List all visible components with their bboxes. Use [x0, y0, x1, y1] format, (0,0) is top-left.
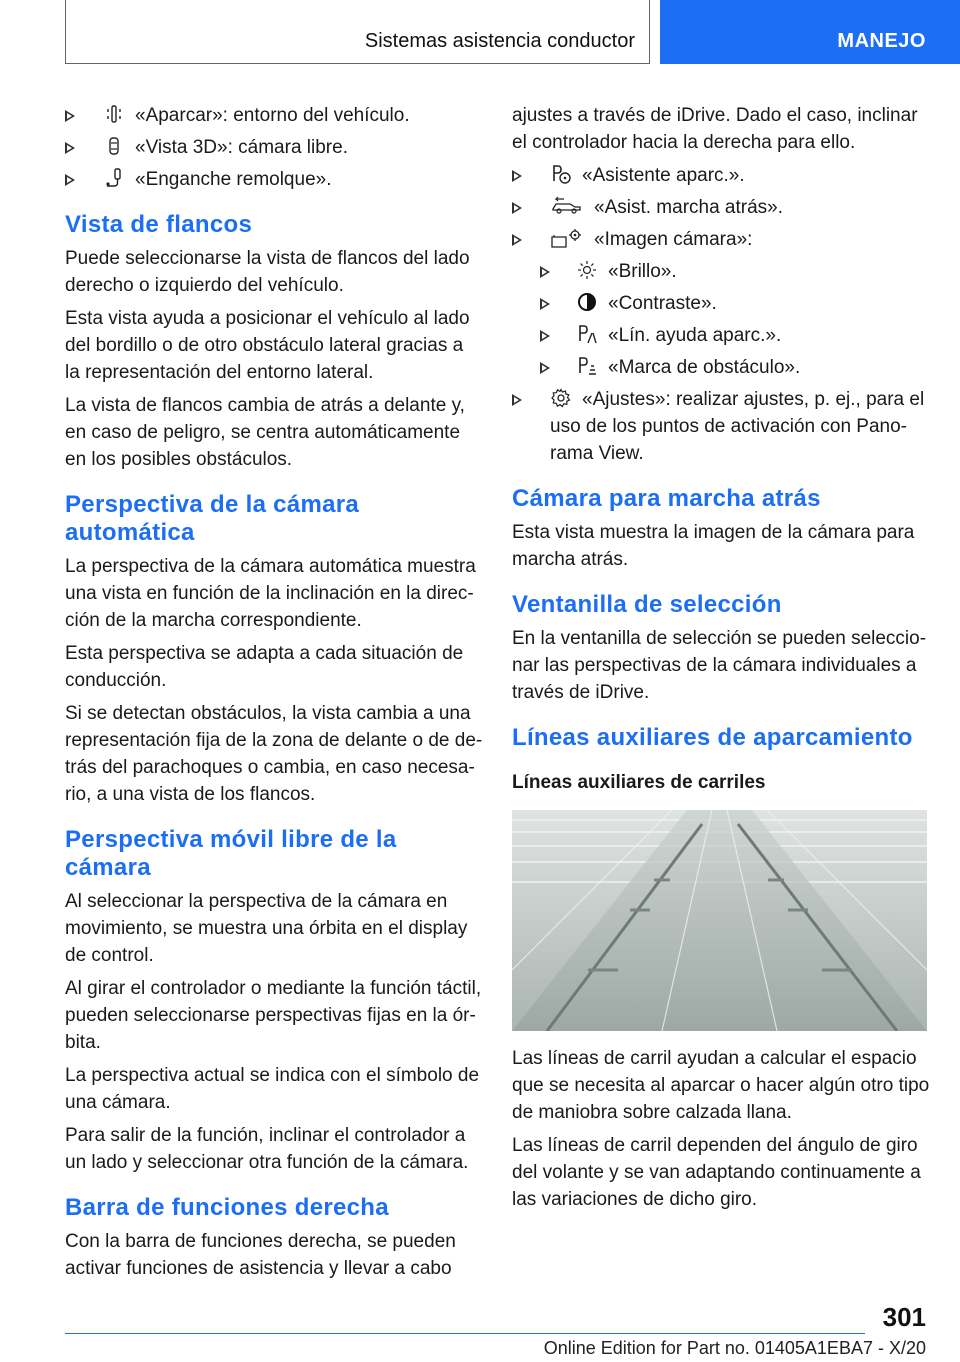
- paragraph: ajustes a través de iDrive. Dado el caso, inclinar el controlador hacia la derecha para ello.: [512, 105, 918, 153]
- list-item: [512, 386, 932, 467]
- parking-assistant-icon: [550, 163, 572, 185]
- settings-gear-icon: [550, 387, 572, 409]
- bullet-triangle-icon: [540, 298, 550, 310]
- list-item: [512, 258, 932, 285]
- trailer-hitch-icon: [103, 167, 125, 189]
- paragraph: Al girar el controlador o mediante la función táctil, pueden seleccionarse perspectivas fijas en la ór-bita.: [65, 978, 482, 1053]
- list-item: [512, 194, 932, 221]
- list-item-text: «Brillo».: [608, 261, 677, 282]
- list-item-text: «Ajustes»: realizar ajustes, p. ej., para el uso de los puntos de activación con Pano-rama View.: [550, 389, 925, 464]
- bullet-triangle-icon: [540, 266, 550, 278]
- list-item: [65, 166, 483, 193]
- paragraph: Esta vista ayuda a posicionar el vehículo al lado del bordillo o de otro obstáculo lateral gracias a la representación del entorno lateral.: [65, 308, 470, 383]
- bullet-triangle-icon: [512, 202, 522, 214]
- list-item: [512, 290, 932, 317]
- parking-sensor-icon: [103, 103, 125, 125]
- paragraph: La perspectiva actual se indica con el símbolo de una cámara.: [65, 1065, 480, 1113]
- paragraph: Las líneas de carril dependen del ángulo de giro del volante y se van adaptando continuamente a las variaciones de dicho giro.: [512, 1135, 921, 1210]
- paragraph: Con la barra de funciones derecha, se pueden activar funciones de asistencia y llevar a cabo: [65, 1231, 456, 1279]
- bullet-triangle-icon: [512, 394, 522, 406]
- heading-vista-flancos: Vista de flancos: [65, 211, 253, 238]
- heading-perspectiva-automatica: Perspectiva de la cámara automática: [65, 491, 360, 546]
- paragraph: En la ventanilla de selección se pueden seleccio-nar las perspectivas de la cámara individuales a través de iDrive.: [512, 628, 927, 703]
- paragraph: Esta perspectiva se adapta a cada situación de conducción.: [65, 643, 464, 691]
- header-chapter-tab: [660, 0, 960, 64]
- list-item-text: «Enganche remolque».: [135, 169, 332, 190]
- brightness-icon: [576, 259, 598, 281]
- header-section-box: [65, 0, 650, 64]
- obstacle-marking-icon: [576, 355, 598, 377]
- bullet-triangle-icon: [512, 170, 522, 182]
- list-item: [512, 226, 932, 253]
- paragraph: Al seleccionar la perspectiva de la cámara en movimiento, se muestra una órbita en el display de control.: [65, 891, 468, 966]
- page-number: 301: [882, 1302, 926, 1332]
- list-item: [65, 134, 483, 161]
- list-item: [512, 162, 932, 189]
- heading-lineas-auxiliares: Líneas auxiliares de aparcamiento: [512, 724, 913, 751]
- heading-ventanilla-seleccion: Ventanilla de selección: [512, 591, 782, 618]
- paragraph: Si se detectan obstáculos, la vista cambia a una representación fija de la zona de delante o de de-trás del parachoques o cambia, en caso necesa-rio, a una vista de los flancos.: [65, 703, 483, 805]
- list-item-text: «Lín. ayuda aparc.».: [608, 325, 782, 346]
- list-item-text: «Contraste».: [608, 293, 717, 314]
- bullet-triangle-icon: [540, 330, 550, 342]
- header-section-title: Sistemas asistencia conductor: [364, 30, 635, 52]
- heading-barra-funciones: Barra de funciones derecha: [65, 1194, 389, 1221]
- heading-camara-marcha-atras: Cámara para marcha atrás: [512, 485, 821, 512]
- bullet-triangle-icon: [65, 142, 75, 154]
- paragraph: Las líneas de carril ayudan a calcular el espacio que se necesita al aparcar o hacer algún otro tipo de maniobra sobre calzada llana.: [512, 1048, 930, 1123]
- subheading-lineas-carriles: Líneas auxiliares de carriles: [512, 772, 766, 793]
- bullet-triangle-icon: [540, 362, 550, 374]
- paragraph: La vista de flancos cambia de atrás a delante y, en caso de peligro, se centra automáticamente en los posibles obstáculos.: [65, 395, 465, 470]
- footer-divider: [65, 1333, 865, 1334]
- right-column: [512, 102, 932, 1219]
- car-3d-view-icon: [103, 135, 125, 157]
- list-item-text: «Asistente aparc.».: [582, 165, 745, 186]
- list-item: [65, 102, 483, 129]
- left-column: [65, 102, 483, 1288]
- list-item: [512, 354, 932, 381]
- footer-edition: Online Edition for Part no. 01405A1EBA7 - X/20: [543, 1338, 926, 1358]
- lane-lines-illustration: [512, 810, 927, 1031]
- list-item-text: «Vista 3D»: cámara libre.: [135, 137, 348, 158]
- contrast-icon: [576, 291, 598, 313]
- list-item-text: «Marca de obstáculo».: [608, 357, 801, 378]
- paragraph: La perspectiva de la cámara automática muestra una vista en función de la inclinación en la direc-ción de la marcha correspondiente.: [65, 556, 476, 631]
- reversing-assistant-icon: [550, 195, 584, 217]
- parking-lines-icon: [576, 323, 598, 345]
- list-item-text: «Imagen cámara»:: [594, 229, 753, 250]
- bullet-triangle-icon: [65, 110, 75, 122]
- paragraph: Esta vista muestra la imagen de la cámara para marcha atrás.: [512, 522, 915, 570]
- bullet-triangle-icon: [65, 174, 75, 186]
- camera-image-settings-icon: [550, 227, 584, 249]
- paragraph: Puede seleccionarse la vista de flancos del lado derecho o izquierdo del vehículo.: [65, 248, 470, 296]
- list-item-text: «Aparcar»: entorno del vehículo.: [135, 105, 410, 126]
- heading-perspectiva-movil: Perspectiva móvil libre de la cámara: [65, 826, 397, 881]
- paragraph: Para salir de la función, inclinar el controlador a un lado y seleccionar otra función de la cámara.: [65, 1125, 469, 1173]
- list-item: [512, 322, 932, 349]
- list-item-text: «Asist. marcha atrás».: [594, 197, 784, 218]
- bullet-triangle-icon: [512, 234, 522, 246]
- header-chapter-title: MANEJO: [837, 30, 926, 52]
